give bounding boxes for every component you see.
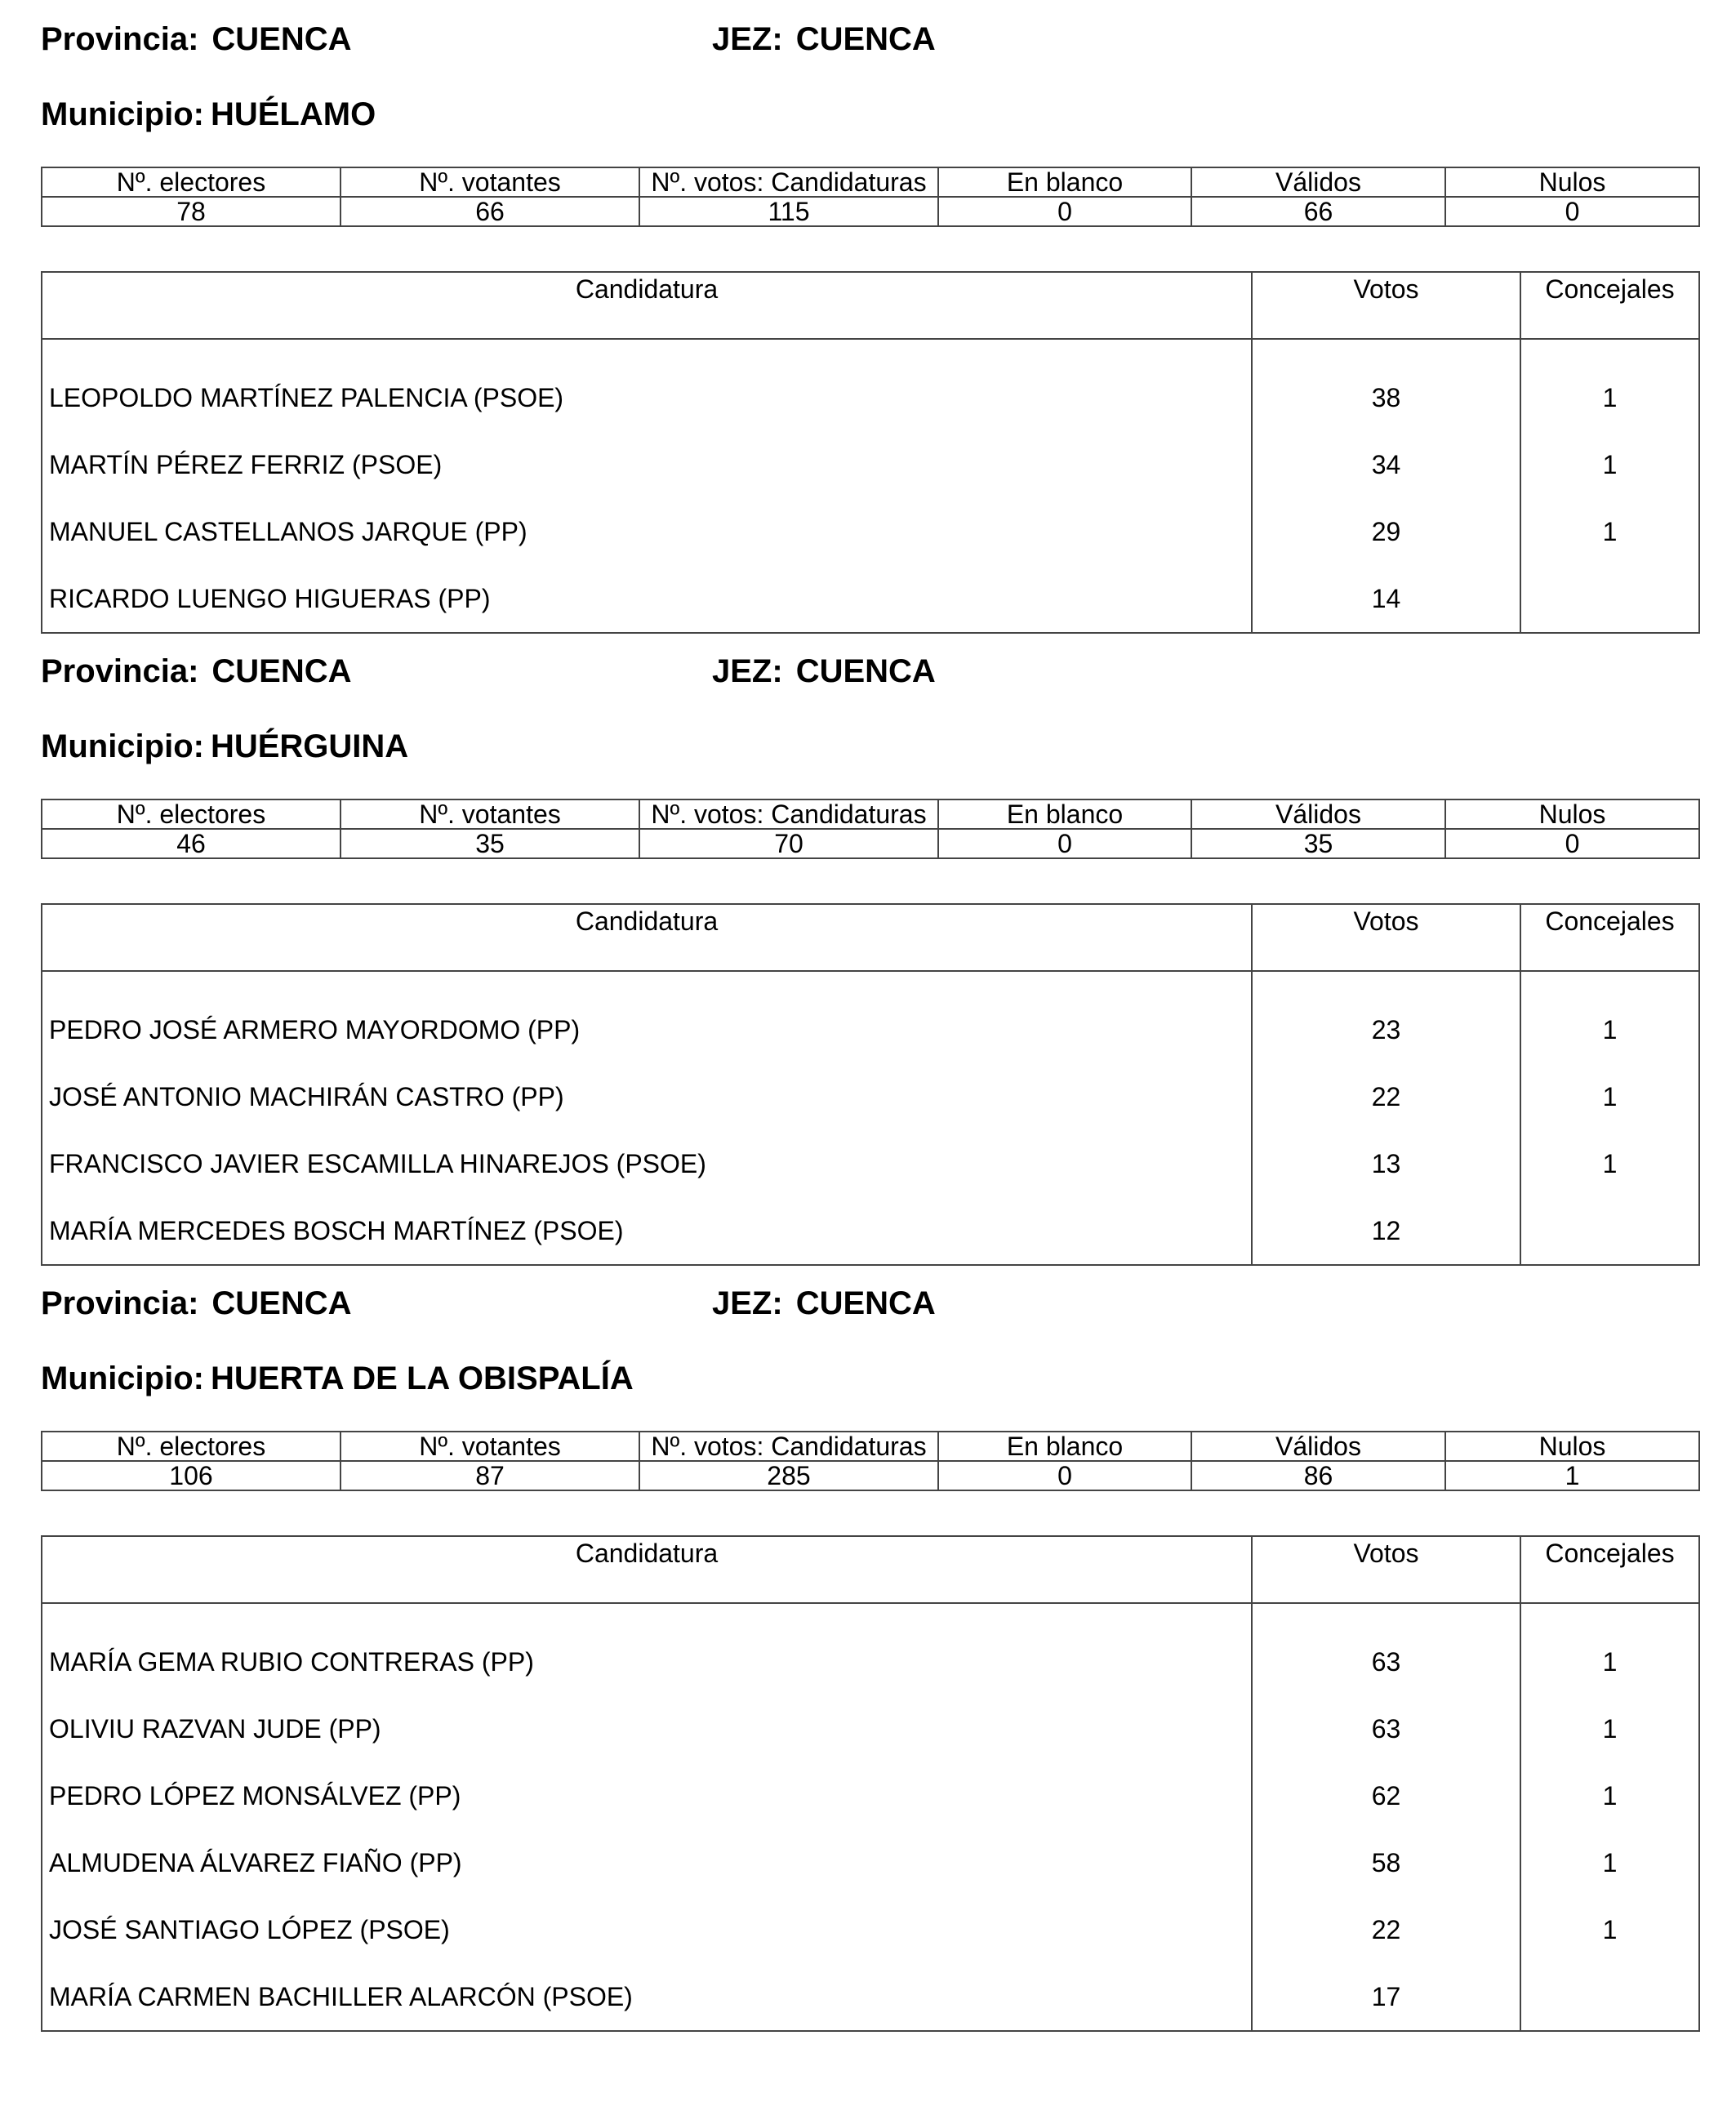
candidate-row: [42, 1628, 1699, 1695]
candidates-header-row: [42, 272, 1699, 339]
candidate-votos: 22: [1252, 1896, 1520, 1963]
nulos-value: 1: [1445, 1461, 1699, 1490]
candidate-votos: 58: [1252, 1829, 1520, 1896]
votos-header: Votos: [1252, 904, 1520, 971]
provincia-label: Provincia:: [41, 653, 199, 689]
electores-value: 106: [42, 1461, 341, 1490]
concejales-header: Concejales: [1520, 272, 1699, 339]
votos-candidaturas-value: 115: [639, 197, 938, 226]
candidate-concejales: [1520, 1963, 1699, 2031]
en-blanco-header: En blanco: [938, 799, 1191, 829]
candidate-row: [42, 431, 1699, 498]
candidate-votos: 22: [1252, 1063, 1520, 1130]
candidate-name: MARTÍN PÉREZ FERRIZ (PSOE): [42, 431, 1252, 498]
summary-values-row: [42, 829, 1699, 858]
candidate-votos: 12: [1252, 1197, 1520, 1265]
candidate-name: FRANCISCO JAVIER ESCAMILLA HINAREJOS (PSOE): [42, 1130, 1252, 1197]
summary-header-row: [42, 799, 1699, 829]
candidate-row: [42, 1130, 1699, 1197]
candidate-concejales: 1: [1520, 1695, 1699, 1762]
municipio-label: Municipio:: [41, 1361, 204, 1396]
electores-header: Nº. electores: [42, 1432, 341, 1461]
provincia-heading: [41, 23, 352, 56]
candidate-concejales: 1: [1520, 1829, 1699, 1896]
candidates-header-row: [42, 904, 1699, 971]
jez-label: JEZ:: [712, 1285, 783, 1321]
candidate-votos: 14: [1252, 565, 1520, 633]
candidate-name: ALMUDENA ÁLVAREZ FIAÑO (PP): [42, 1829, 1252, 1896]
votantes-value: 87: [341, 1461, 639, 1490]
votos-header: Votos: [1252, 272, 1520, 339]
candidatura-header: Candidatura: [42, 272, 1252, 339]
provincia-value: CUENCA: [211, 1285, 352, 1321]
electores-value: 46: [42, 829, 341, 858]
municipio-heading: [41, 730, 408, 763]
en-blanco-value: 0: [938, 197, 1191, 226]
votantes-header: Nº. votantes: [341, 167, 639, 197]
votantes-value: 35: [341, 829, 639, 858]
validos-value: 66: [1191, 197, 1445, 226]
jez-label: JEZ:: [712, 653, 783, 689]
candidate-name: MARÍA MERCEDES BOSCH MARTÍNEZ (PSOE): [42, 1197, 1252, 1265]
votantes-header: Nº. votantes: [341, 1432, 639, 1461]
jez-value: CUENCA: [795, 1285, 936, 1321]
municipio-value: HUÉLAMO: [210, 96, 376, 132]
electores-header: Nº. electores: [42, 799, 341, 829]
candidate-row: [42, 1963, 1699, 2031]
summary-values-row: [42, 1461, 1699, 1490]
candidate-row: [42, 498, 1699, 565]
candidate-name: RICARDO LUENGO HIGUERAS (PP): [42, 565, 1252, 633]
candidate-name: LEOPOLDO MARTÍNEZ PALENCIA (PSOE): [42, 364, 1252, 431]
nulos-header: Nulos: [1445, 167, 1699, 197]
jez-label: JEZ:: [712, 21, 783, 57]
candidate-concejales: 1: [1520, 1130, 1699, 1197]
candidate-row: [42, 1063, 1699, 1130]
municipio-label: Municipio:: [41, 728, 204, 764]
validos-header: Válidos: [1191, 167, 1445, 197]
candidate-votos: 38: [1252, 364, 1520, 431]
jez-heading: [712, 655, 936, 688]
votos-candidaturas-value: 285: [639, 1461, 938, 1490]
votantes-value: 66: [341, 197, 639, 226]
provincia-label: Provincia:: [41, 21, 199, 57]
candidate-concejales: 1: [1520, 1896, 1699, 1963]
summary-table: [41, 1431, 1700, 1491]
candidate-votos: 63: [1252, 1628, 1520, 1695]
candidate-concejales: 1: [1520, 431, 1699, 498]
en-blanco-value: 0: [938, 829, 1191, 858]
candidate-concejales: 1: [1520, 996, 1699, 1063]
jez-heading: [712, 1287, 936, 1320]
municipio-label: Municipio:: [41, 96, 204, 132]
provincia-heading: [41, 1287, 352, 1320]
candidate-votos: 13: [1252, 1130, 1520, 1197]
candidate-concejales: 1: [1520, 1762, 1699, 1829]
validos-header: Válidos: [1191, 1432, 1445, 1461]
candidate-row: [42, 1197, 1699, 1265]
validos-header: Válidos: [1191, 799, 1445, 829]
summary-values-row: [42, 197, 1699, 226]
summary-header-row: [42, 167, 1699, 197]
nulos-header: Nulos: [1445, 1432, 1699, 1461]
en-blanco-header: En blanco: [938, 1432, 1191, 1461]
electores-value: 78: [42, 197, 341, 226]
candidate-concejales: 1: [1520, 1063, 1699, 1130]
candidates-header-row: [42, 1536, 1699, 1603]
concejales-header: Concejales: [1520, 904, 1699, 971]
nulos-value: 0: [1445, 197, 1699, 226]
jez-value: CUENCA: [795, 21, 936, 57]
jez-heading: [712, 23, 936, 56]
candidate-name: PEDRO LÓPEZ MONSÁLVEZ (PP): [42, 1762, 1252, 1829]
votantes-header: Nº. votantes: [341, 799, 639, 829]
candidate-concejales: [1520, 1197, 1699, 1265]
candidate-votos: 23: [1252, 996, 1520, 1063]
candidates-table: [41, 903, 1700, 1266]
candidate-row: [42, 1762, 1699, 1829]
votos-candidaturas-value: 70: [639, 829, 938, 858]
candidate-name: JOSÉ ANTONIO MACHIRÁN CASTRO (PP): [42, 1063, 1252, 1130]
provincia-value: CUENCA: [211, 21, 352, 57]
candidate-votos: 34: [1252, 431, 1520, 498]
provincia-label: Provincia:: [41, 1285, 199, 1321]
candidate-row: [42, 1896, 1699, 1963]
candidate-votos: 29: [1252, 498, 1520, 565]
nulos-header: Nulos: [1445, 799, 1699, 829]
nulos-value: 0: [1445, 829, 1699, 858]
candidate-name: JOSÉ SANTIAGO LÓPEZ (PSOE): [42, 1896, 1252, 1963]
candidate-name: PEDRO JOSÉ ARMERO MAYORDOMO (PP): [42, 996, 1252, 1063]
candidate-concejales: 1: [1520, 498, 1699, 565]
validos-value: 86: [1191, 1461, 1445, 1490]
electores-header: Nº. electores: [42, 167, 341, 197]
municipio-heading: [41, 98, 376, 131]
en-blanco-header: En blanco: [938, 167, 1191, 197]
candidate-row: [42, 364, 1699, 431]
candidate-row: [42, 1829, 1699, 1896]
candidate-concejales: [1520, 565, 1699, 633]
votos-candidaturas-header: Nº. votos: Candidaturas: [639, 1432, 938, 1461]
votos-candidaturas-header: Nº. votos: Candidaturas: [639, 799, 938, 829]
candidate-concejales: 1: [1520, 1628, 1699, 1695]
summary-table: [41, 167, 1700, 227]
municipio-heading: [41, 1362, 634, 1395]
municipio-value: HUERTA DE LA OBISPALÍA: [210, 1361, 634, 1396]
municipio-value: HUÉRGUINA: [210, 728, 409, 764]
candidate-votos: 63: [1252, 1695, 1520, 1762]
header-spacer-row: [42, 971, 1699, 996]
summary-table: [41, 799, 1700, 859]
candidate-row: [42, 1695, 1699, 1762]
header-spacer-row: [42, 1603, 1699, 1628]
candidate-row: [42, 565, 1699, 633]
candidate-name: MANUEL CASTELLANOS JARQUE (PP): [42, 498, 1252, 565]
concejales-header: Concejales: [1520, 1536, 1699, 1603]
candidates-table: [41, 1535, 1700, 2032]
jez-value: CUENCA: [795, 653, 936, 689]
validos-value: 35: [1191, 829, 1445, 858]
votos-candidaturas-header: Nº. votos: Candidaturas: [639, 167, 938, 197]
candidate-row: [42, 996, 1699, 1063]
candidatura-header: Candidatura: [42, 1536, 1252, 1603]
header-spacer-row: [42, 339, 1699, 364]
candidate-name: OLIVIU RAZVAN JUDE (PP): [42, 1695, 1252, 1762]
candidate-votos: 17: [1252, 1963, 1520, 2031]
provincia-heading: [41, 655, 352, 688]
candidate-name: MARÍA GEMA RUBIO CONTRERAS (PP): [42, 1628, 1252, 1695]
en-blanco-value: 0: [938, 1461, 1191, 1490]
candidate-concejales: 1: [1520, 364, 1699, 431]
candidatura-header: Candidatura: [42, 904, 1252, 971]
votos-header: Votos: [1252, 1536, 1520, 1603]
candidate-votos: 62: [1252, 1762, 1520, 1829]
candidates-table: [41, 271, 1700, 634]
summary-header-row: [42, 1432, 1699, 1461]
provincia-value: CUENCA: [211, 653, 352, 689]
candidate-name: MARÍA CARMEN BACHILLER ALARCÓN (PSOE): [42, 1963, 1252, 2031]
